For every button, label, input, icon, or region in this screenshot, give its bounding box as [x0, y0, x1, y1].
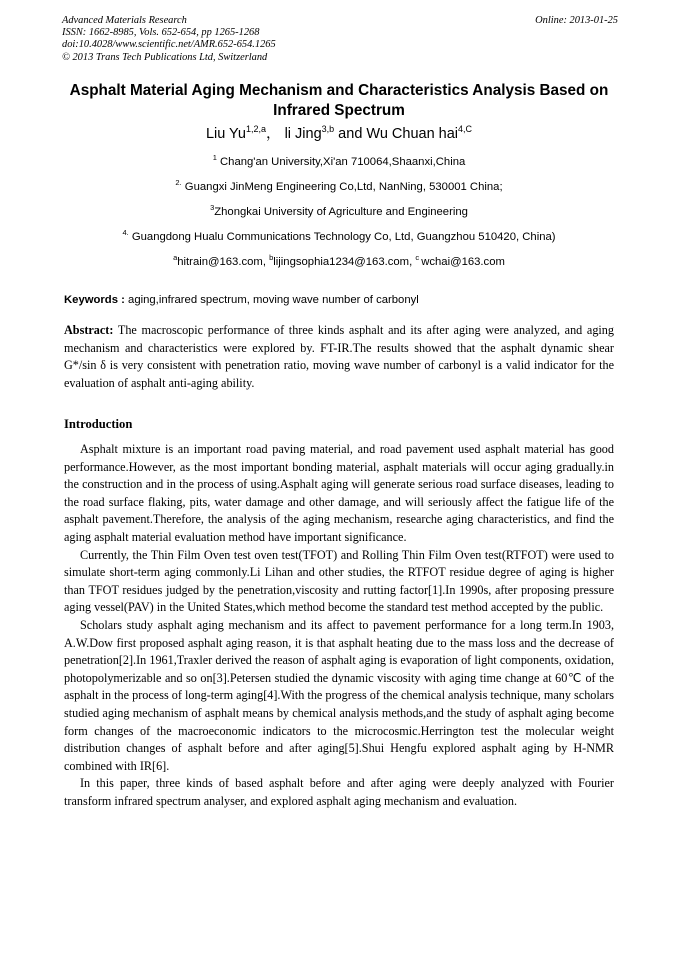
doi-line: doi:10.4028/www.scientific.net/AMR.652-654.1265 [62, 39, 276, 51]
affiliation-superscript: 4. [122, 228, 129, 237]
affiliation-superscript: 1 [212, 153, 217, 162]
affiliation-4 [0, 230, 678, 244]
journal-header [62, 15, 618, 64]
email-superscript: b [269, 253, 274, 262]
keywords [64, 293, 419, 307]
author-list [0, 125, 678, 143]
paragraph: Currently, the Thin Film Oven test oven test(TFOT) and Rolling Thin Film Oven test(RTFOT) were used to simulate short-term aging commonly.Li Lihan and other studies, the RTFOT residue degree of aging is higher than TFOT residues judged by the penetration,viscosity and rutting factor[1].In 1990s, after proposing pressure aging vessel(PAV) in the United States,which method become the standard test method accepted by the public. [64, 547, 614, 615]
email-line [0, 255, 678, 269]
author-superscript: 3,b [321, 124, 335, 134]
email-address: hitrain@163.com, [177, 256, 270, 268]
abstract-text: The macroscopic performance of three kinds asphalt and its after aging were analyzed, and aging mechanism and characteristics were explored by. FT-IR.The results showed that the asphalt dynamic shear G*/sin δ is very consistent with penetration ratio, moving wave number of carbonyl is a valid indicator for the evaluation of asphalt anti-aging ability. [64, 323, 614, 390]
journal-name: Advanced Materials Research [62, 15, 187, 26]
author-superscript: 4,C [458, 124, 473, 134]
affiliation-text: Guangdong Hualu Communications Technology Co, Ltd, Guangzhou 510420, China) [128, 231, 556, 243]
author-separator: and [334, 126, 367, 142]
online-date: Online: 2013-01-25 [535, 15, 618, 26]
paragraph: In this paper, three kinds of based asphalt before and after aging were deeply analyzed with Fourier transform infrared spectrum analyser, and explored asphalt aging mechanism and evaluation. [64, 776, 614, 808]
affiliation-text: Chang'an University,Xi'an 710064,Shaanxi,China [216, 156, 466, 168]
author-name: Wu Chuan hai [366, 126, 459, 142]
abstract-label: Abstract: [64, 323, 114, 337]
paper-title: Asphalt Material Aging Mechanism and Characteristics Analysis Based on Infrared Spectrum [69, 82, 609, 119]
affiliation-superscript: 2. [175, 178, 182, 187]
keywords-label: Keywords : [64, 294, 125, 306]
paragraph: Scholars study asphalt aging mechanism and its affect to pavement performance for a long term.In 1903, A.W.Dow first proposed asphalt aging reason, it is that asphalt heating due to the mass loss and the decrease of penetration[2].In 1961,Traxler derived the reason of asphalt aging is evaporation of light components, oxidation, photopolymerizable and so on[3].Petersen studied the dynamic viscosity with aging time change at 60℃ of the asphalt in the process of long-term aging[4].With the progress of the chemical analysis technique, many scholars studied aging mechanism of asphalt means by chemical analysis methods,and the study of asphalt aging become form changes of the macroeconomic indicators to the microcosmic.Herrington test the molecular weight distribution changes of asphalt before and after aging[5].Shui Hengfu explored asphalt aging by H-NMR combined with IR[6]. [64, 617, 614, 773]
author-superscript: 1,2,a [246, 124, 267, 134]
issn-line: ISSN: 1662-8985, Vols. 652-654, pp 1265-1268 [62, 27, 260, 39]
affiliation-text: Zhongkai University of Agriculture and Engineering [214, 206, 468, 218]
paragraph: Asphalt mixture is an important road paving material, and road pavement used asphalt material has good performance.However, as the most important bonding material, asphalt materials will occur aging gradually.in the construction and in the process of using.Asphalt aging will generate serious road surface diseases, leading to the road surface flaking, pits, water damage and other damage, and will seriously affect the fatigue life of the asphalt pavement.Therefore, the analysis of the aging mechanism, researche aging characteristics, and find the aging asphalt material evaluation method have important significance. [64, 442, 614, 544]
copyright-line: © 2013 Trans Tech Publications Ltd, Switzerland [62, 51, 268, 63]
affiliation-2 [0, 180, 678, 194]
affiliation-text: Guangxi JinMeng Engineering Co,Ltd, NanNing, 530001 China; [181, 181, 503, 193]
affiliation-3 [0, 205, 678, 219]
email-superscript: a [173, 253, 178, 262]
email-address: wchai@163.com [421, 256, 505, 268]
email-address: lijingsophia1234@163.com, [273, 256, 416, 268]
author-separator: ， [266, 126, 285, 142]
affiliation-1 [0, 155, 678, 169]
introduction-body [64, 441, 614, 810]
email-superscript: c [415, 253, 422, 262]
author-name: li Jing [284, 126, 322, 142]
abstract [64, 322, 614, 392]
keywords-text: aging,infrared spectrum, moving wave number of carbonyl [124, 294, 419, 306]
affiliation-superscript: 3 [210, 203, 215, 212]
introduction-heading: Introduction [64, 417, 133, 431]
author-name: Liu Yu [205, 126, 246, 142]
